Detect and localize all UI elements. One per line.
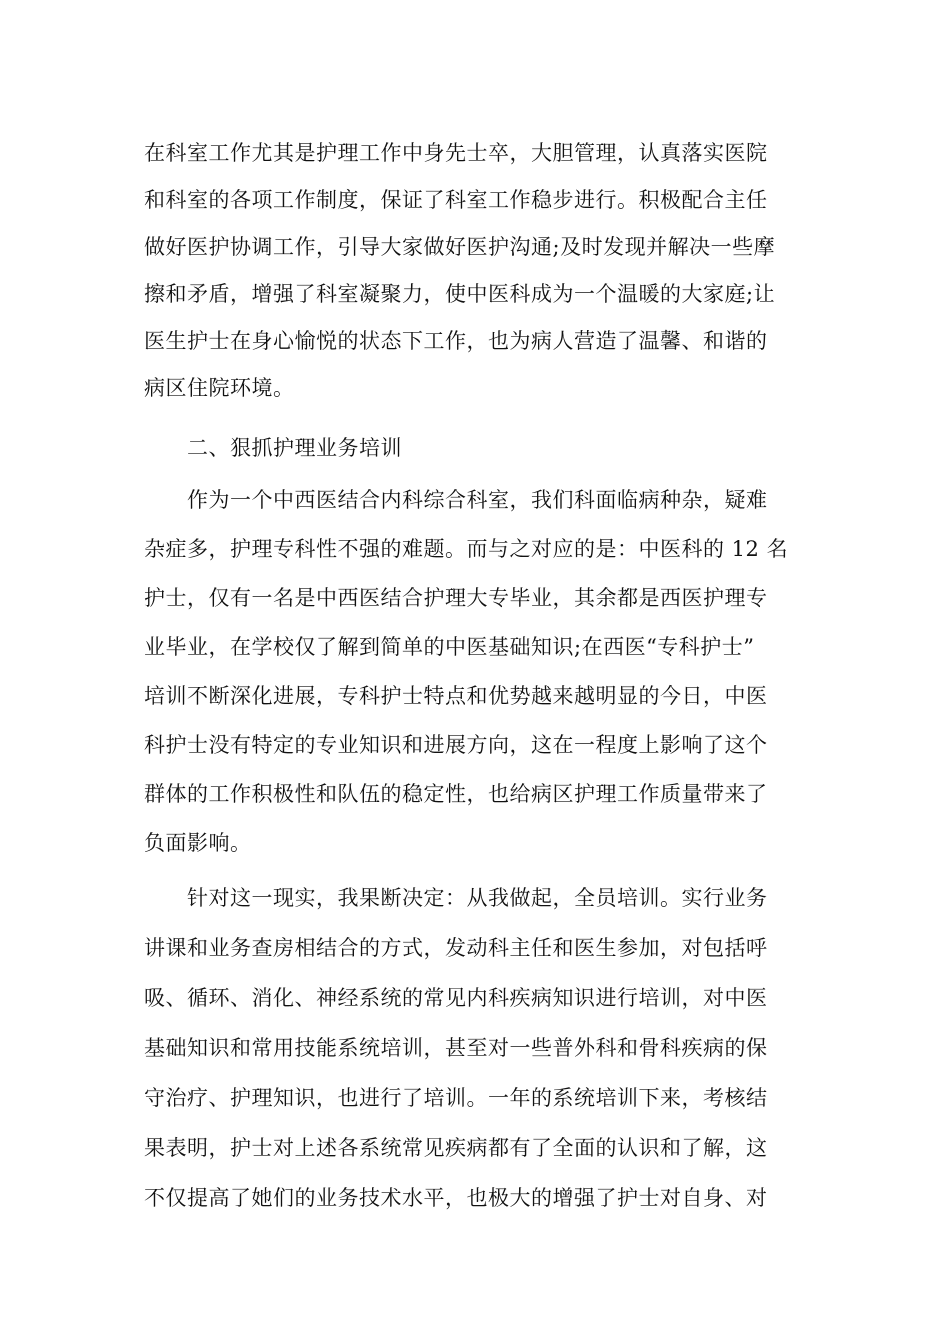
paragraph-line: 杂症多，护理专科性不强的难题。而与之对应的是：中医科的 12 名 — [144, 537, 789, 561]
paragraph-line: 果表明，护士对上述各系统常见疾病都有了全面的认识和了解，这 — [144, 1136, 768, 1160]
paragraph-line: 基础知识和常用技能系统培训，甚至对一些普外科和骨科疾病的保 — [144, 1036, 768, 1060]
paragraph-line: 科护士没有特定的专业知识和进展方向，这在一程度上影响了这个 — [144, 733, 768, 757]
paragraph-line: 病区住院环境。 — [144, 376, 295, 400]
section-heading: 二、狠抓护理业务培训 — [187, 436, 402, 460]
paragraph-line: 培训不断深化进展，专科护士特点和优势越来越明显的今日，中医 — [144, 684, 768, 708]
paragraph-line: 负面影响。 — [144, 831, 252, 855]
paragraph-line: 吸、循环、消化、神经系统的常见内科疾病知识进行培训，对中医 — [144, 986, 768, 1010]
paragraph-line: 不仅提高了她们的业务技术水平，也极大的增强了护士对自身、对 — [144, 1186, 768, 1210]
paragraph-line: 业毕业，在学校仅了解到简单的中医基础知识;在西医“专科护士” — [144, 635, 755, 659]
paragraph-line: 在科室工作尤其是护理工作中身先士卒，大胆管理，认真落实医院 — [144, 141, 768, 165]
paragraph-line: 群体的工作积极性和队伍的稳定性，也给病区护理工作质量带来了 — [144, 782, 768, 806]
paragraph-line: 和科室的各项工作制度，保证了科室工作稳步进行。积极配合主任 — [144, 188, 768, 212]
paragraph-line: 针对这一现实，我果断决定：从我做起，全员培训。实行业务 — [187, 886, 768, 910]
paragraph-line: 作为一个中西医结合内科综合科室，我们科面临病种杂，疑难 — [187, 488, 768, 512]
paragraph-line: 擦和矛盾，增强了科室凝聚力，使中医科成为一个温暖的大家庭;让 — [144, 282, 776, 306]
paragraph-line: 守治疗、护理知识，也进行了培训。一年的系统培训下来，考核结 — [144, 1086, 768, 1110]
paragraph-line: 护士，仅有一名是中西医结合护理大专毕业，其余都是西医护理专 — [144, 586, 768, 610]
paragraph-line: 讲课和业务查房相结合的方式，发动科主任和医生参加，对包括呼 — [144, 936, 768, 960]
paragraph-line: 做好医护协调工作，引导大家做好医护沟通;及时发现并解决一些摩 — [144, 235, 776, 259]
paragraph-line: 医生护士在身心愉悦的状态下工作，也为病人营造了温馨、和谐的 — [144, 329, 768, 353]
